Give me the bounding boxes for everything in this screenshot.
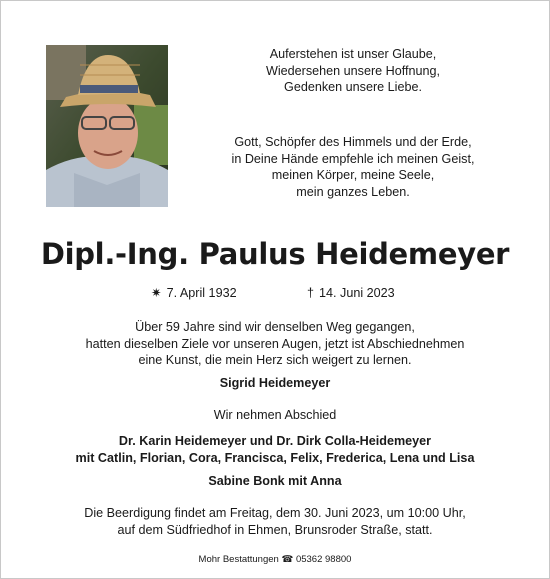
memorial-quote — [1, 319, 549, 369]
poem-line: Gedenken unsere Liebe. — [284, 80, 422, 94]
portrait-photo-image — [46, 45, 168, 207]
poem-line: mein ganzes Leben. — [296, 184, 410, 199]
birth-date — [151, 285, 237, 301]
poem-line: meinen Körper, meine Seele, — [271, 168, 435, 182]
poem-verse-2 — [197, 134, 509, 200]
star-icon: ✷ — [151, 286, 162, 300]
telephone-icon: ☎ — [281, 554, 294, 565]
poem-line: in Deine Hände empfehle ich meinen Geist, — [231, 151, 475, 166]
poem-line: Auferstehen ist unser Glaube, — [269, 47, 437, 61]
family-mourners — [1, 433, 549, 467]
undertaker-phone: 05362 98800 — [295, 554, 352, 565]
funeral-line: auf dem Südfriedhof in Ehmen, Brunsroder Straße, statt. — [117, 522, 433, 537]
quote-line: eine Kunst, die mein Herz sich weigert zu lernen. — [138, 353, 412, 367]
signature: Sigrid Heidemeyer — [219, 376, 331, 390]
portrait-photo — [46, 45, 168, 207]
deceased-name: Dipl.-Ing. Paulus Heidemeyer — [40, 237, 510, 271]
poem-verse-1 — [197, 46, 509, 96]
farewell-text: Wir nehmen Abschied — [213, 408, 337, 422]
undertaker-footer — [1, 554, 549, 566]
quote-line: Über 59 Jahre sind wir denselben Weg gegangen, — [135, 320, 415, 334]
poem-line: Gott, Schöpfer des Himmels und der Erde, — [234, 135, 472, 149]
undertaker-name: Mohr Bestattungen — [198, 554, 279, 565]
family-line: mit Catlin, Florian, Cora, Francisca, Felix, Frederica, Lena und Lisa — [75, 451, 475, 465]
cross-icon: † — [307, 286, 315, 300]
family-line: Dr. Karin Heidemeyer und Dr. Dirk Colla-Heidemeyer — [118, 434, 432, 448]
quote-line: hatten dieselben Ziele vor unseren Augen, jetzt ist Abschiednehmen — [85, 336, 465, 351]
death-date-text: 14. Juni 2023 — [319, 286, 395, 300]
poem-line: Wiedersehen unsere Hoffnung, — [265, 63, 441, 78]
death-date — [307, 285, 395, 301]
funeral-info — [1, 505, 549, 538]
funeral-line: Die Beerdigung findet am Freitag, dem 30. Juni 2023, um 10:00 Uhr, — [84, 506, 466, 520]
birth-date-text: 7. April 1932 — [166, 286, 237, 300]
family-mourners-2: Sabine Bonk mit Anna — [208, 474, 342, 488]
